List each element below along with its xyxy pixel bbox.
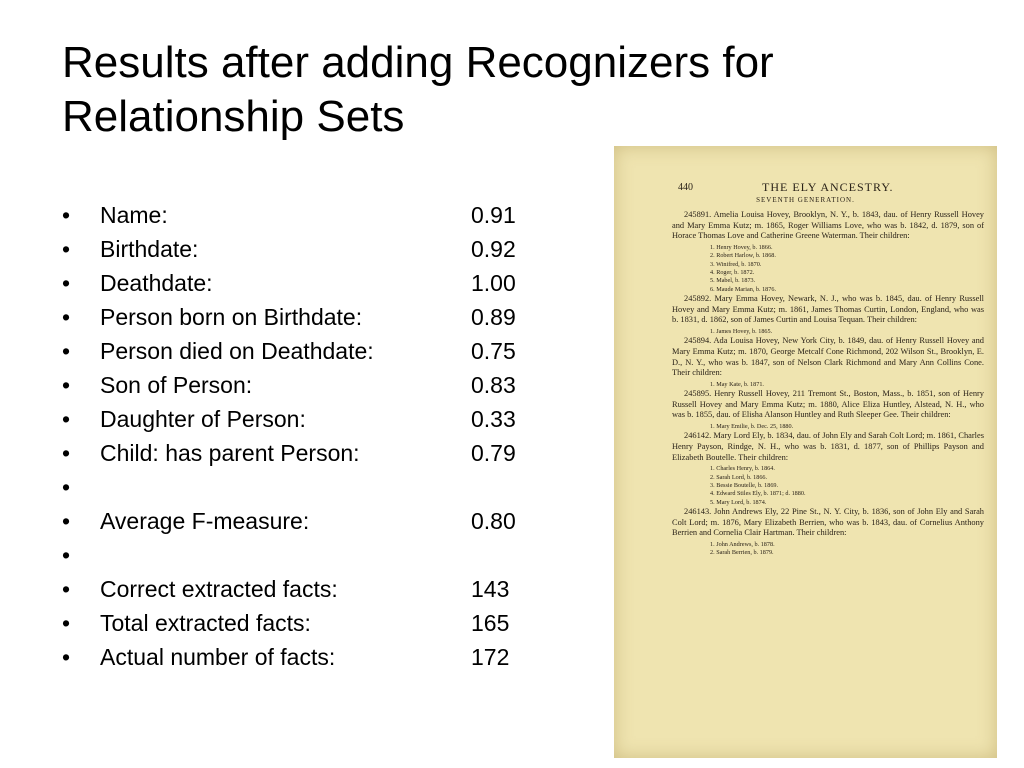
scan-child-line: 1. Mary Emilie, b. Dec. 25, 1880. <box>710 422 794 430</box>
result-label: Average F-measure: <box>100 508 310 534</box>
bullet-glyph: • <box>62 576 71 602</box>
scan-entry: 246142. Mary Lord Ely, b. 1834, dau. of John Ely and Sarah Colt Lord; m. 1861, Charles Henry Payson, Rindge, N. H., who was b. 1831, d. 1877, son of Phillips Payson and Elizabeth Boutelle. Their children: <box>672 431 984 462</box>
scan-entry: 245895. Henry Russell Hovey, 211 Tremont St., Boston, Mass., b. 1851, son of Henry Russell Hovey and Mary Emma Kutz; m. 1880, Alice Eliza Huntley, Alstead, N. H., who was b. 1855, dau. of Elisha Alanson Huntley and Ruth Sleeper Gee. Their children: <box>672 389 984 420</box>
result-label: Correct extracted facts: <box>100 576 338 602</box>
bullet-glyph: • <box>62 236 71 262</box>
scan-child-line: 3. Winifred, b. 1870. <box>710 260 762 268</box>
scan-child-line: 5. Mabel, b. 1873. <box>710 277 756 285</box>
scan-child-line: 4. Roger, b. 1872. <box>710 269 755 276</box>
scan-child-line: 1. May Kate, b. 1871. <box>710 380 764 388</box>
bullet-glyph: • <box>62 304 71 330</box>
bullet-glyph: • <box>62 474 71 500</box>
bullet-glyph: • <box>62 542 71 568</box>
bullet-glyph: • <box>62 202 71 228</box>
scan-entry: 245891. Amelia Louisa Hovey, Brooklyn, N. Y., b. 1843, dau. of Henry Russell Hovey and Mary Emma Kutz; m. 1865, Roger Williams Love, who was b. 1842, d. 1879, son of Horace Thomas Love and Catherine Greene Waterman. Their children: <box>672 210 984 241</box>
scan-child-line: 4. Edward Stiles Ely, b. 1871; d. 1880. <box>710 490 806 498</box>
result-value: 1.00 <box>471 270 516 296</box>
result-value: 0.92 <box>471 236 516 262</box>
bullet-glyph: • <box>62 644 71 670</box>
bullet-glyph: • <box>62 270 71 296</box>
scan-child-line: 2. Sarah Berrien, b. 1879. <box>710 549 774 557</box>
bullet-glyph: • <box>62 508 71 534</box>
scan-child-line: 3. Bessie Boutelle, b. 1869. <box>710 481 779 489</box>
result-value: 0.91 <box>471 202 516 228</box>
scan-child-line: 1. Charles Henry, b. 1864. <box>710 465 775 473</box>
result-value: 0.79 <box>471 440 516 466</box>
scan-child-line: 1. John Andrews, b. 1878. <box>710 540 775 548</box>
result-label: Actual number of facts: <box>100 644 336 670</box>
result-value: 165 <box>471 610 510 636</box>
result-label: Deathdate: <box>100 270 213 296</box>
scan-generation-heading: SEVENTH GENERATION. <box>756 196 855 204</box>
result-label: Daughter of Person: <box>100 406 306 432</box>
result-label: Name: <box>100 202 168 228</box>
result-value: 0.75 <box>471 338 516 364</box>
result-label: Person born on Birthdate: <box>100 304 363 330</box>
bullet-glyph: • <box>62 610 71 636</box>
result-label: Total extracted facts: <box>100 610 311 636</box>
scan-entry: 246143. John Andrews Ely, 22 Pine St., N. Y. City, b. 1836, son of John Ely and Sarah Colt Lord; m. 1876, Mary Elizabeth Berrien, who was b. 1843, dau. of Cornelius Anthony Berrien and Cornelia Clair Hartman. Their children: <box>672 507 984 538</box>
result-value: 0.89 <box>471 304 516 330</box>
scan-child-line: 1. James Hovey, b. 1865. <box>710 328 773 335</box>
bullet-glyph: • <box>62 406 71 432</box>
result-label: Birthdate: <box>100 236 199 262</box>
result-label: Person died on Deathdate: <box>100 338 374 364</box>
scan-running-head: THE ELY ANCESTRY. <box>762 180 894 194</box>
scan-child-line: 1. Henry Hovey, b. 1866. <box>710 243 773 251</box>
bullet-glyph: • <box>62 440 71 466</box>
result-label: Child: has parent Person: <box>100 440 360 466</box>
scan-child-line: 6. Maude Marian, b. 1876. <box>710 285 776 293</box>
bullet-glyph: • <box>62 372 71 398</box>
scan-child-line: 2. Sarah Lord, b. 1866. <box>710 473 768 481</box>
scan-child-line: 5. Mary Lord, b. 1874. <box>710 498 767 506</box>
result-value: 0.33 <box>471 406 516 432</box>
result-value: 0.80 <box>471 508 516 534</box>
scan-page-number: 440 <box>678 182 693 193</box>
result-value: 172 <box>471 644 510 670</box>
genealogy-page-scan <box>614 146 997 758</box>
scan-child-line: 2. Robert Harlow, b. 1868. <box>710 252 776 260</box>
scan-body <box>672 210 984 558</box>
scan-entry: 245892. Mary Emma Hovey, Newark, N. J., who was b. 1845, dau. of Henry Russell Hovey and Mary Emma Kutz; m. 1861, James Thomas Curtin, London, England, who was b. 1831, d. 1862, son of James Curtin and Louisa Tequan. Their children: <box>672 294 984 325</box>
slide-title: Results after adding Recognizers for Relationship Sets <box>62 38 774 141</box>
bullet-glyph: • <box>62 338 71 364</box>
scan-entry: 245894. Ada Louisa Hovey, New York City, b. 1849, dau. of Henry Russell Hovey and Mary Emma Kutz; m. 1870, George Metcalf Cone Richmond, 202 Wilson St., Brooklyn, E. D., N. Y., who was b. 1847, son of Nelson Clark Richmond and Mary Ann Collins Cone. Their children: <box>672 336 984 378</box>
result-label: Son of Person: <box>100 372 253 398</box>
result-value: 143 <box>471 576 510 602</box>
result-value: 0.83 <box>471 372 516 398</box>
